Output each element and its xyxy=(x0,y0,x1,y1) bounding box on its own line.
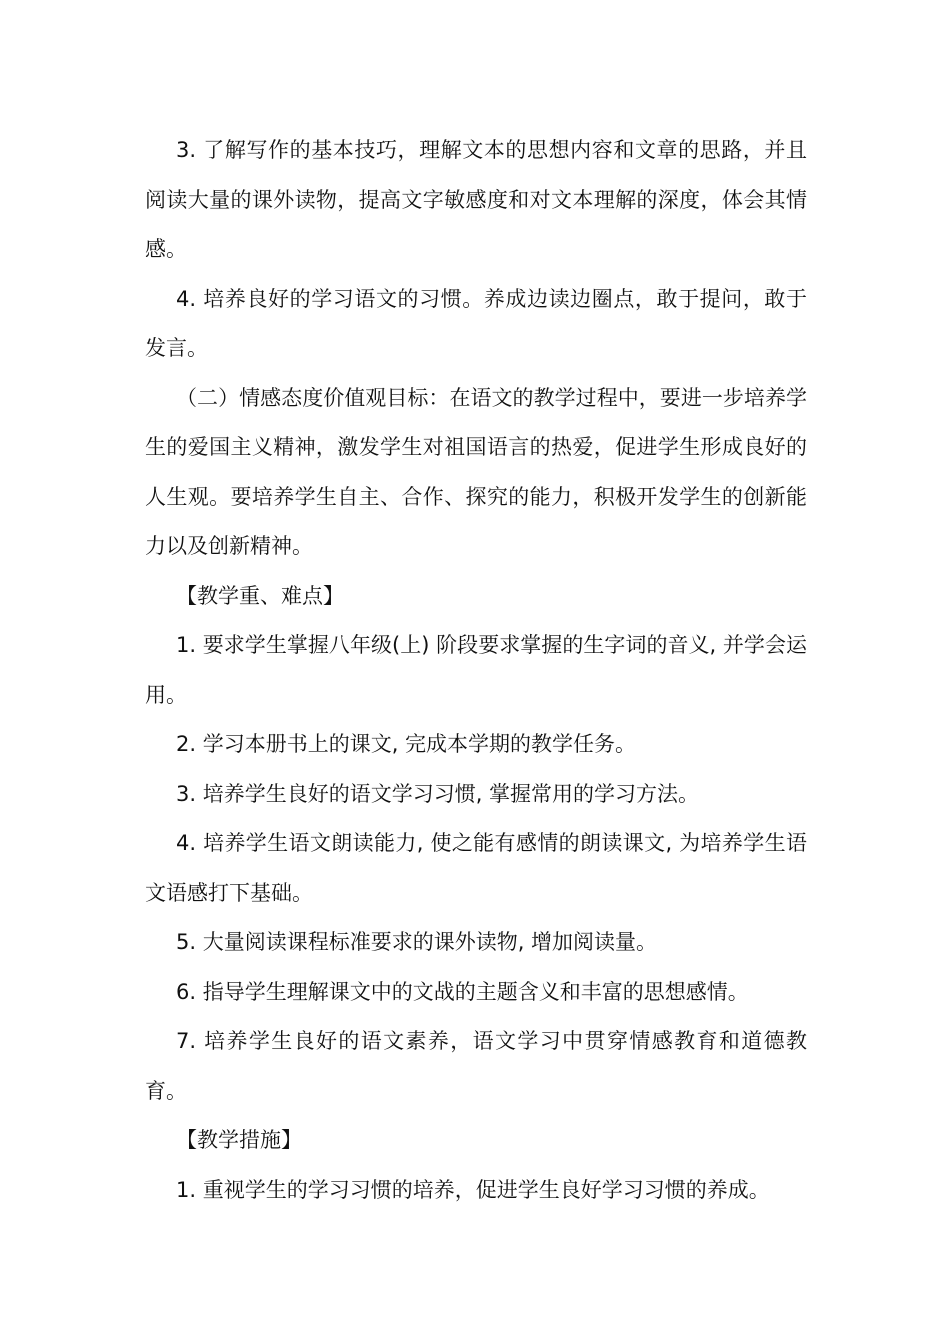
measure-1: 1. 重视学生的学习习惯的培养，促进学生良好学习习惯的养成。 xyxy=(176,1177,770,1202)
key-point-1: 1. 要求学生掌握八年级(上) 阶段要求掌握的生字词的音义, 并学会运用。 xyxy=(145,633,807,707)
key-point-7: 7. 培养学生良好的语文素养，语文学习中贯穿情感教育和道德教育。 xyxy=(145,1029,807,1103)
paragraph-objective-3: 3. 了解写作的基本技巧，理解文本的思想内容和文章的思路，并且阅读大量的课外读物，提高文字敏感度和对文本理解的深度，体会其情感。 xyxy=(145,138,807,261)
document-body xyxy=(145,126,807,1215)
section-heading-measures: 【教学措施】 xyxy=(176,1128,302,1152)
section-heading-key-points: 【教学重、难点】 xyxy=(176,583,344,608)
key-point-4: 4. 培养学生语文朗读能力, 使之能有感情的朗读课文, 为培养学生语文语感打下基础。 xyxy=(145,831,807,905)
key-point-6: 6. 指导学生理解课文中的文战的主题含义和丰富的思想感情。 xyxy=(176,979,749,1004)
key-point-5: 5. 大量阅读课程标准要求的课外读物, 增加阅读量。 xyxy=(176,930,658,954)
key-point-2: 2. 学习本册书上的课文, 完成本学期的教学任务。 xyxy=(176,732,637,756)
paragraph-objective-4: 4. 培养良好的学习语文的习惯。养成边读边圈点，敢于提问，敢于发言。 xyxy=(145,286,807,360)
key-point-3: 3. 培养学生良好的语文学习习惯, 掌握常用的学习方法。 xyxy=(176,781,700,806)
paragraph-emotional-goals: （二）情感态度价值观目标：在语文的教学过程中，要进一步培养学生的爱国主义精神，激发学生对祖国语言的热爱，促进学生形成良好的人生观。要培养学生自主、合作、探究的能力，积极开发学生的创新能力以及创新精神。 xyxy=(145,385,807,558)
